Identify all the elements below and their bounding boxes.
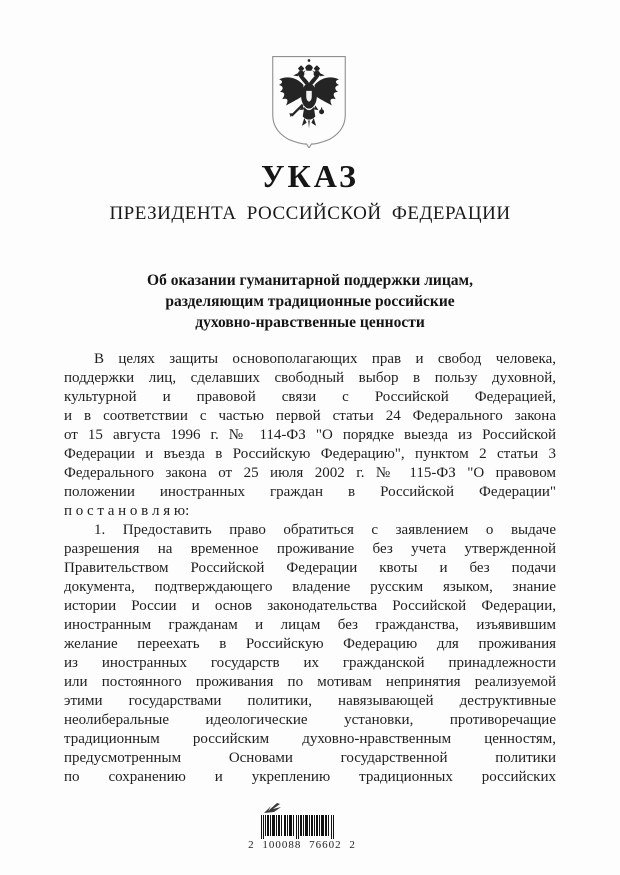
body-line: В целях защиты основополагающих прав и свобод человека, bbox=[94, 351, 556, 367]
decree-title: УКАЗ bbox=[261, 158, 359, 194]
body-line: истории России и основ законодательства Российской Федерации, bbox=[64, 598, 556, 614]
body-line: Федерального закона от 25 июля 2002 г. № 115-ФЗ "О правовом bbox=[64, 465, 556, 481]
body-line: поддержки лиц, сделавших свободный выбор в пользу духовной, bbox=[64, 370, 556, 386]
barcode-bars bbox=[261, 815, 335, 839]
print-mark-icon bbox=[263, 801, 285, 813]
subject-line: разделяющим традиционные российские bbox=[165, 293, 455, 310]
body-line: из иностранных государств их гражданской принадлежности bbox=[64, 655, 556, 671]
body-line: по сохранению и укреплению традиционных российских bbox=[64, 769, 556, 785]
body-line: положении иностранных граждан в Российской Федерации" bbox=[64, 484, 556, 500]
body-line: желание переехать в Российскую Федерацию для проживания bbox=[64, 636, 556, 652]
body-line: 1. Предоставить право обратиться с заявлением о выдаче bbox=[94, 522, 556, 538]
body-line: Федерации и въезда в Российскую Федерацию", пунктом 2 статьи 3 bbox=[64, 446, 556, 462]
barcode bbox=[247, 799, 357, 855]
body-line: Правительством Российской Федерации квоты и без подачи bbox=[64, 560, 556, 576]
body-line: неолиберальные идеологические установки, противоречащие bbox=[64, 712, 556, 728]
body-line: традиционным российским духовно-нравственным ценностям, bbox=[64, 731, 556, 747]
subject-line: Об оказании гуманитарной поддержки лицам, bbox=[147, 272, 473, 289]
body-line: разрешения на временное проживание без учета утвержденной bbox=[64, 541, 556, 557]
decree-subject bbox=[0, 270, 620, 333]
decree-body bbox=[64, 350, 556, 787]
body-line: документа, подтверждающего владение русским языком, знание bbox=[64, 579, 556, 595]
subject-line: духовно-нравственные ценности bbox=[195, 314, 425, 331]
body-line: предусмотренным Основами государственной политики bbox=[64, 750, 556, 766]
body-line: от 15 августа 1996 г. № 114-ФЗ "О порядке выезда из Российской bbox=[64, 427, 556, 443]
body-line: иностранным гражданам и лицам без гражданства, изъявившим bbox=[64, 617, 556, 633]
body-line: или постоянного проживания по мотивам непринятия реализуемой bbox=[64, 674, 556, 690]
body-line: этими государствами политики, навязывающей деструктивные bbox=[64, 693, 556, 709]
barcode-number: 2 100088 76602 2 bbox=[248, 839, 356, 851]
coat-of-arms-icon bbox=[268, 55, 350, 148]
body-line-resolution: п о с т а н о в л я ю: bbox=[64, 503, 190, 519]
decree-subtitle: ПРЕЗИДЕНТА РОССИЙСКОЙ ФЕДЕРАЦИИ bbox=[109, 203, 511, 224]
body-line: культурной и правовой связи с Российской Федерацией, bbox=[64, 389, 556, 405]
body-line: и в соответствии с частью первой статьи 24 Федерального закона bbox=[64, 408, 556, 424]
